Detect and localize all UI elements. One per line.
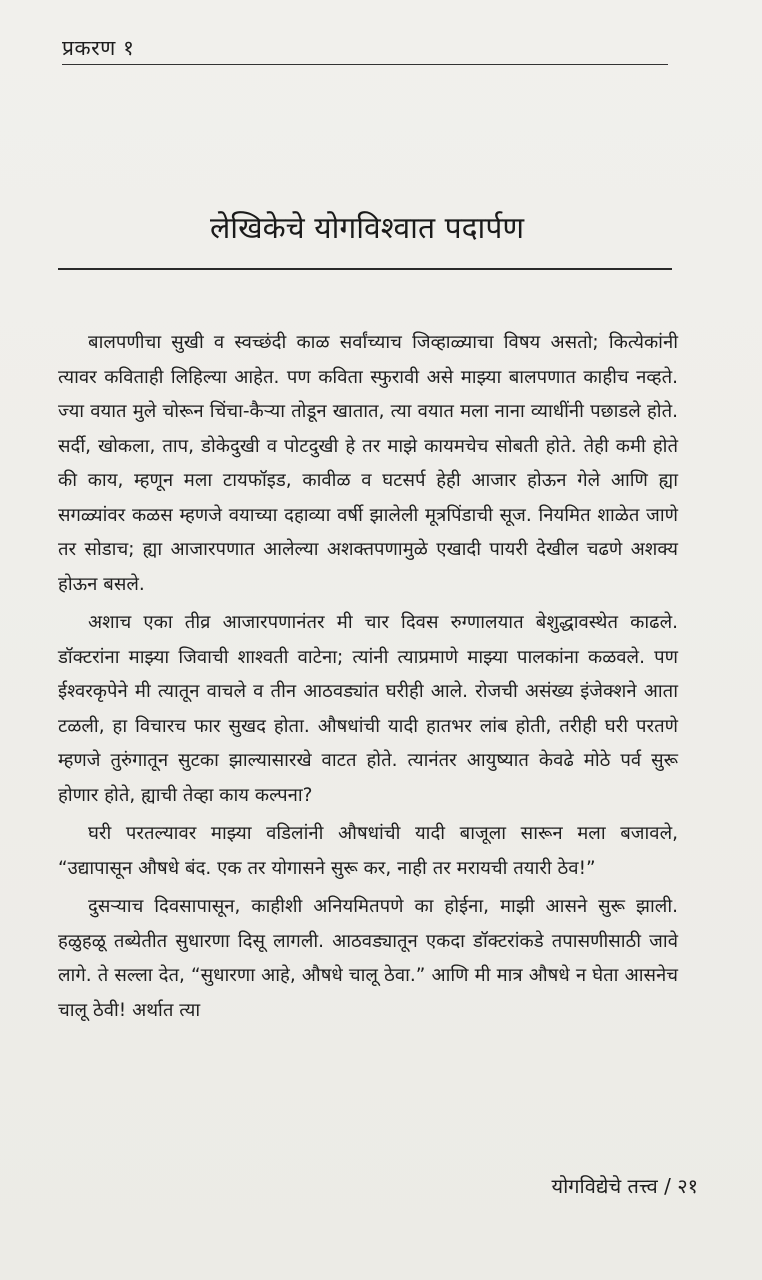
running-head: प्रकरण १ <box>62 36 135 60</box>
paragraph: अशाच एका तीव्र आजारपणानंतर मी चार दिवस रुग्णालयात बेशुद्धावस्थेत काढले. डॉक्टरांना माझ्या जिवाची शाश्वती वाटेना; त्यांनी त्याप्रमाणे माझ्या पालकांना कळवले. पण ईश्वरकृपेने मी त्यातून वाचले व तीन आठवड्यांत घरीही आले. रोजची असंख्य इंजेक्शने आता टळली, हा विचारच फार सुखद होता. औषधांची यादी हातभर लांब होती, तरीही घरी परतणे म्हणजे तुरुंगातून सुटका झाल्यासारखे वाटत होते. त्यानंतर आयुष्यात केवढे मोठे पर्व सुरू होणार होते, ह्याची तेव्हा काय कल्पना? <box>58 612 678 806</box>
body-text <box>58 326 678 1032</box>
paragraph: दुसऱ्याच दिवसापासून, काहीशी अनियमितपणे का होईना, माझी आसने सुरू झाली. हळुहळू तब्येतीत सुधारणा दिसू लागली. आठवड्यातून एकदा डॉक्टरांकडे तपासणीसाठी जावे लागे. ते सल्ला देत, “सुधारणा आहे, औषधे चालू ठेवा.” आणि मी मात्र औषधे न घेता आसनेच चालू ठेवी! अर्थात त्या <box>58 896 678 1021</box>
page-folio: योगविद्येचे तत्त्व / २१ <box>551 1174 698 1198</box>
chapter-title: लेखिकेचे योगविश्वात पदार्पण <box>209 211 525 246</box>
paragraph: घरी परतल्यावर माझ्या वडिलांनी औषधांची यादी बाजूला सारून मला बजावले, “उद्यापासून औषधे बंद. एक तर योगासने सुरू कर, नाही तर मरायची तयारी ठेव!” <box>58 823 678 879</box>
paragraph: बालपणीचा सुखी व स्वच्छंदी काळ सर्वांच्याच जिव्हाळ्याचा विषय असतो; कित्येकांनी त्यावर कविताही लिहिल्या आहेत. पण कविता स्फुरावी असे माझ्या बालपणात काहीच नव्हते. ज्या वयात मुले चोरून चिंचा-कैऱ्या तोडून खातात, त्या वयात मला नाना व्याधींनी पछाडले होते. सर्दी, खोकला, ताप, डोकेदुखी व पोटदुखी हे तर माझे कायमचेच सोबती होते. तेही कमी होते की काय, म्हणून मला टायफॉइड, कावीळ व घटसर्प हेही आजार होऊन गेले आणि ह्या सगळ्यांवर कळस म्हणजे वयाच्या दहाव्या वर्षी झालेली मूत्रपिंडाची सूज. नियमित शाळेत जाणे तर सोडाच; ह्या आजारपणात आलेल्या अशक्तपणामुळे एखादी पायरी देखील चढणे अशक्य होऊन बसले. <box>58 332 678 595</box>
header-rule <box>62 64 668 65</box>
title-rule <box>58 268 672 270</box>
